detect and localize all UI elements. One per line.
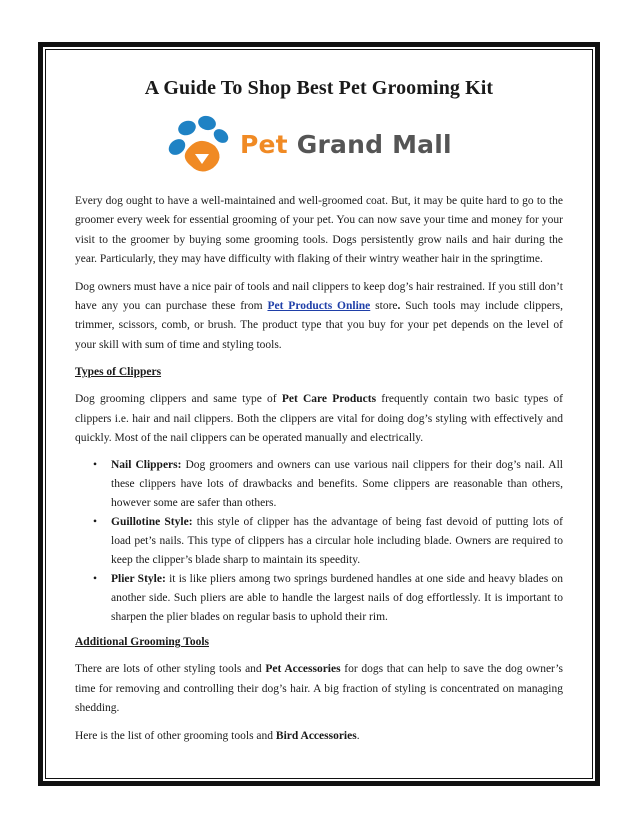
bullet-icon: •: [93, 516, 98, 529]
list-item-text: it is like pliers among two springs burdened handles at one side and heavy blades on another side. Such pliers are able to handle the largest nails of dog effortlessly. It is important to sharpen the plier blades on regular basis to uphold their rim.: [111, 573, 563, 624]
additional-grooming-tools-heading: Additional Grooming Tools: [75, 636, 209, 649]
bird-accessories-bold: Bird Accessories: [275, 729, 357, 742]
clippers-text-end: frequently contain two basic types of clippers i.e. hair and nail clippers. Both the clippers are vital for doing dog’s styling with effectively and quickly. Most of the nail clippers can be operated manually and electrically.: [75, 393, 563, 445]
list-intro-text-end: .: [356, 729, 360, 742]
pet-products-online-link[interactable]: Pet Products Online: [267, 300, 371, 313]
pet-grand-mall-logo: [75, 112, 563, 182]
clippers-text-start: Dog grooming clippers and same type of: [75, 393, 282, 406]
logo-word-grand-mall: Grand Mall: [287, 130, 452, 159]
clipper-types-list: [75, 456, 563, 627]
list-item-text: this style of clipper has the advantage of being fast devoid of putting lots of load pet’s nails. This type of clippers has a circular hole including blade. Owners are required to keep the clipper’s blade sharp to maintain its speedity.: [111, 516, 563, 567]
bullet-icon: •: [93, 459, 98, 472]
tools-paragraph: [75, 660, 563, 718]
paw-logo-icon: [165, 114, 237, 178]
list-item-text: Dog groomers and owners can use various nail clippers for their dog’s nail. All these clippers have lots of drawbacks and benefits. Some clippers are reasonable than others, however some are safer than others.: [111, 459, 563, 510]
tools-text-end: for dogs that can help to save the dog owner’s time for removing and controlling their dog’s hair. A big fraction of styling is concentrated on managing shedding.: [75, 663, 563, 715]
list-item: [93, 570, 563, 627]
list-intro-text-start: Here is the list of other grooming tools and: [75, 729, 276, 742]
owners-text-store: store: [370, 300, 398, 313]
owners-text-start: Dog owners must have a nice pair of tools and nail clippers to keep dog’s hair restrained. If you still don’t have any you can purchase these from: [75, 280, 563, 313]
logo-wordmark: [240, 130, 452, 159]
logo-word-pet: Pet: [240, 130, 288, 159]
list-item-title: Plier Style:: [111, 573, 166, 586]
types-of-clippers-heading: Types of Clippers: [75, 366, 162, 379]
intro-paragraph: Every dog ought to have a well-maintained and well-groomed coat. But, it may be quite hard to go to the groomer every week for essential grooming of your pet. You can now save your time and money for your visit to the groomer by buying some grooming tools. Dogs persistently grow nails and hair during the year. Particularly, they may have difficulty with flaking of their wintry weather hair in the springtime.: [75, 195, 563, 266]
document-body: [75, 72, 563, 754]
tools-text-start: There are lots of other styling tools and: [75, 663, 266, 676]
list-item: [93, 456, 563, 513]
page-title: A Guide To Shop Best Pet Grooming Kit: [144, 77, 494, 99]
list-item-title: Nail Clippers:: [111, 459, 182, 472]
list-intro-paragraph: [75, 727, 563, 746]
owners-text-end: Such tools may include clippers, trimmer, scissors, comb, or brush. The product type that you buy for your pet depends on the level of your skill with sum of time and styling tools.: [75, 300, 564, 351]
owners-text-period: .: [397, 300, 401, 313]
clippers-paragraph: [75, 390, 563, 448]
list-item: [93, 513, 563, 570]
owners-paragraph: [75, 278, 563, 356]
pet-accessories-bold: Pet Accessories: [265, 663, 341, 676]
pet-care-products-bold: Pet Care Products: [281, 393, 377, 406]
bullet-icon: •: [93, 573, 98, 586]
list-item-title: Guillotine Style:: [111, 516, 193, 529]
